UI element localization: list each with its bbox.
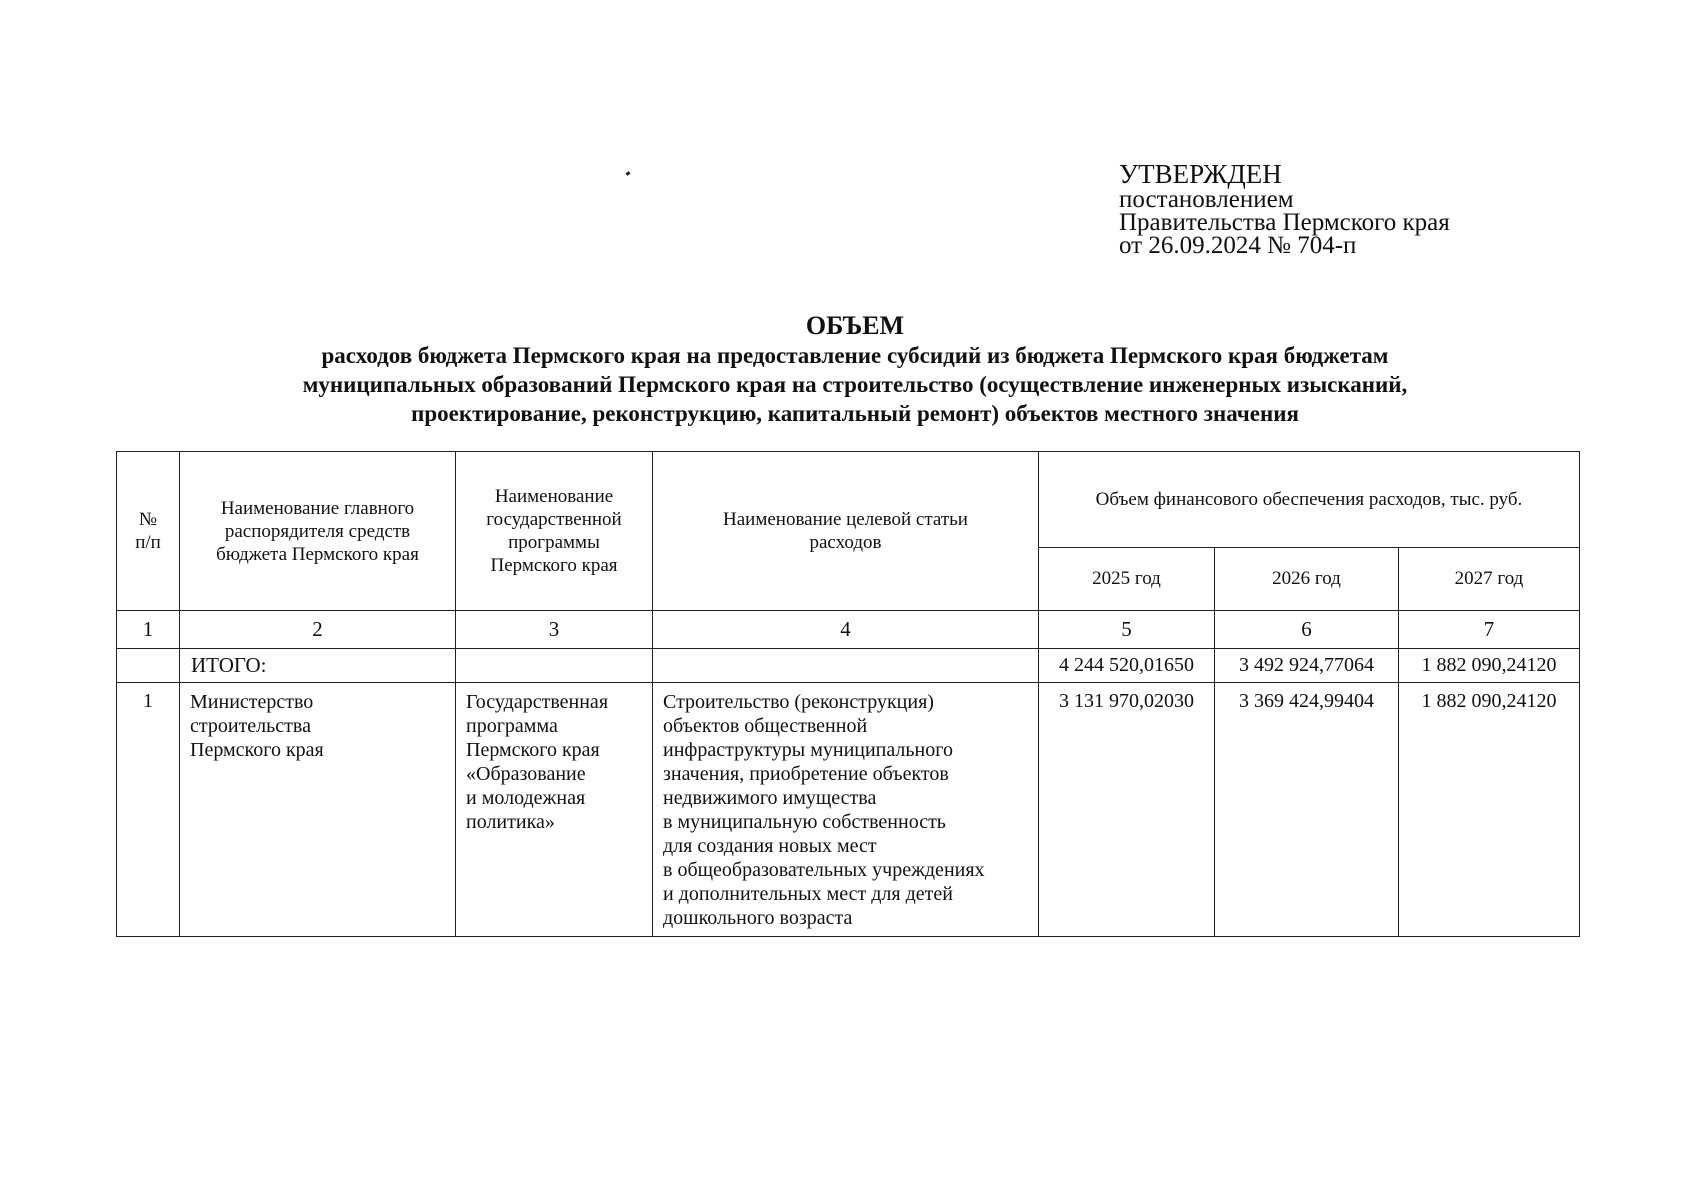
total-article-cell xyxy=(653,649,1039,683)
row-value-2026: 3 369 424,99404 xyxy=(1215,683,1399,937)
approval-heading: УТВЕРЖДЕН xyxy=(1119,159,1282,189)
total-program-cell xyxy=(456,649,653,683)
total-row xyxy=(117,649,1580,683)
header-volume: Объем финансового обеспечения расходов, тыс. руб. xyxy=(1039,452,1580,548)
column-number: 4 xyxy=(653,611,1039,649)
title-subtitle-line: расходов бюджета Пермского края на предоставление субсидий из бюджета Пермского края бюджетам xyxy=(321,343,1389,368)
total-2027: 1 882 090,24120 xyxy=(1399,649,1580,683)
header-row xyxy=(117,452,1580,548)
header-year-2026: 2026 год xyxy=(1215,547,1399,610)
total-num-cell xyxy=(117,649,180,683)
row-num: 1 xyxy=(117,683,180,937)
title-subtitle-line: проектирование, реконструкцию, капитальный ремонт) объектов местного значения xyxy=(411,401,1299,426)
header-year-2025: 2025 год xyxy=(1039,547,1215,610)
approval-line: Правительства Пермского края xyxy=(1119,209,1450,236)
approval-line: постановлением xyxy=(1119,186,1294,213)
total-2025: 4 244 520,01650 xyxy=(1039,649,1215,683)
budget-table xyxy=(116,451,1580,937)
scan-speck xyxy=(626,171,631,176)
column-number: 6 xyxy=(1215,611,1399,649)
approval-stamp xyxy=(1119,160,1450,257)
row-program: Государственная программа Пермского края «Образование и молодежная политика» xyxy=(456,683,653,937)
total-2026: 3 492 924,77064 xyxy=(1215,649,1399,683)
column-number: 1 xyxy=(117,611,180,649)
row-distributor: Министерство строительства Пермского края xyxy=(180,683,456,937)
row-value-2025: 3 131 970,02030 xyxy=(1039,683,1215,937)
approval-line: от 26.09.2024 № 704-п xyxy=(1119,232,1357,259)
column-number: 2 xyxy=(180,611,456,649)
column-number: 7 xyxy=(1399,611,1580,649)
table-row xyxy=(117,683,1580,937)
title-subtitle-line: муниципальных образований Пермского края на строительство (осуществление инженерных изысканий, xyxy=(302,372,1408,397)
header-distributor: Наименование главного распорядителя средств бюджета Пермского края xyxy=(180,452,456,611)
header-num: № п/п xyxy=(117,452,180,611)
column-number: 3 xyxy=(456,611,653,649)
header-program: Наименование государственной программы Пермского края xyxy=(456,452,653,611)
row-value-2027: 1 882 090,24120 xyxy=(1399,683,1580,937)
column-numbers-row xyxy=(117,611,1580,649)
document-title xyxy=(110,311,1600,428)
header-year-2027: 2027 год xyxy=(1399,547,1580,610)
column-number: 5 xyxy=(1039,611,1215,649)
title-main: ОБЪЕМ xyxy=(805,311,905,340)
total-label: ИТОГО: xyxy=(180,649,456,683)
row-article: Строительство (реконструкция) объектов общественной инфраструктуры муниципального значения, приобретение объектов недвижимого имущества в муниципальную собственность для создания новых мест в общеобразовательных учреждениях и дополнительных мест для детей дошкольного возраста xyxy=(653,683,1039,937)
header-article: Наименование целевой статьи расходов xyxy=(653,452,1039,611)
